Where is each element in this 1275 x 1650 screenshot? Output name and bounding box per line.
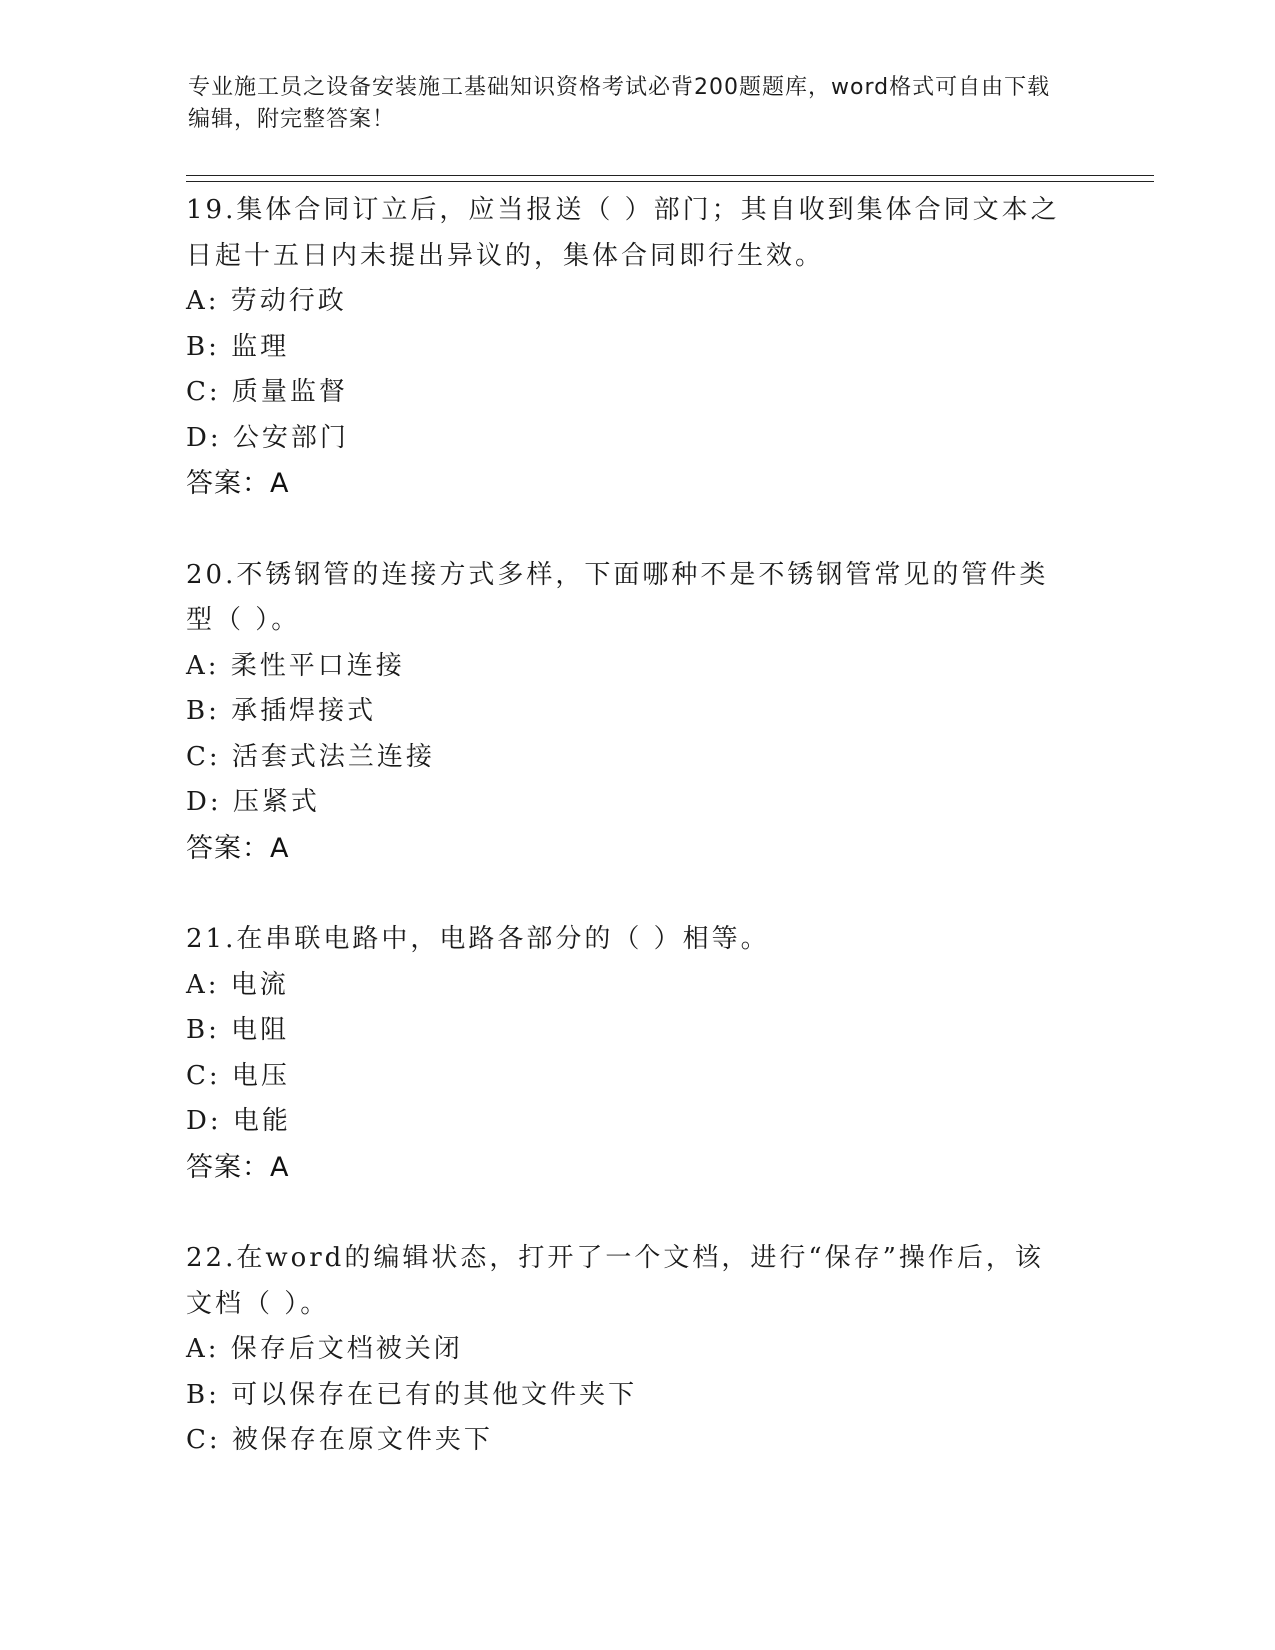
option-d: D: 压紧式 (186, 787, 320, 817)
option-c: C: 被保存在原文件夹下 (186, 1425, 493, 1455)
question-19 (186, 188, 1086, 507)
header-rule-bottom (186, 181, 1154, 182)
option-c: C: 质量监督 (186, 377, 348, 407)
answer: 答案：A (186, 468, 290, 499)
question-stem: 21.在串联电路中，电路各部分的（ ）相等。 (186, 924, 770, 954)
option-a: A: 电流 (186, 969, 289, 1000)
question-list (186, 188, 1086, 1510)
option-c: C: 电压 (186, 1060, 290, 1091)
question-stem: 19.集体合同订立后，应当报送（ ）部门；其自收到集体合同文本之日起十五日内未提出异议的，集体合同即行生效。 (186, 195, 1060, 271)
question-stem: 22.在word的编辑状态，打开了一个文档，进行“保存”操作后，该文档（ ）。 (186, 1243, 1044, 1319)
option-a: A: 保存后文档被关闭 (186, 1334, 463, 1364)
option-a: A: 劳动行政 (186, 286, 347, 316)
answer: 答案：A (186, 1151, 290, 1183)
question-stem: 20.不锈钢管的连接方式多样，下面哪种不是不锈钢管常见的管件类型（ ）。 (186, 559, 1049, 635)
question-20 (186, 553, 1086, 872)
option-b: B: 监理 (186, 331, 290, 362)
option-d: D: 电能 (186, 1106, 291, 1136)
question-22 (186, 1236, 1086, 1464)
option-b: B: 电阻 (186, 1015, 290, 1045)
answer: 答案：A (186, 832, 290, 864)
option-b: B: 承插焊接式 (186, 696, 377, 726)
header-rule-top (186, 175, 1154, 176)
option-d: D: 公安部门 (186, 422, 349, 453)
option-c: C: 活套式法兰连接 (186, 741, 435, 772)
document-header: 专业施工员之设备安装施工基础知识资格考试必背200题题库，word格式可自由下载编辑，附完整答案！ (188, 75, 1051, 132)
option-a: A: 柔性平口连接 (186, 650, 405, 681)
question-21 (186, 917, 1086, 1190)
option-b: B: 可以保存在已有的其他文件夹下 (186, 1379, 638, 1410)
